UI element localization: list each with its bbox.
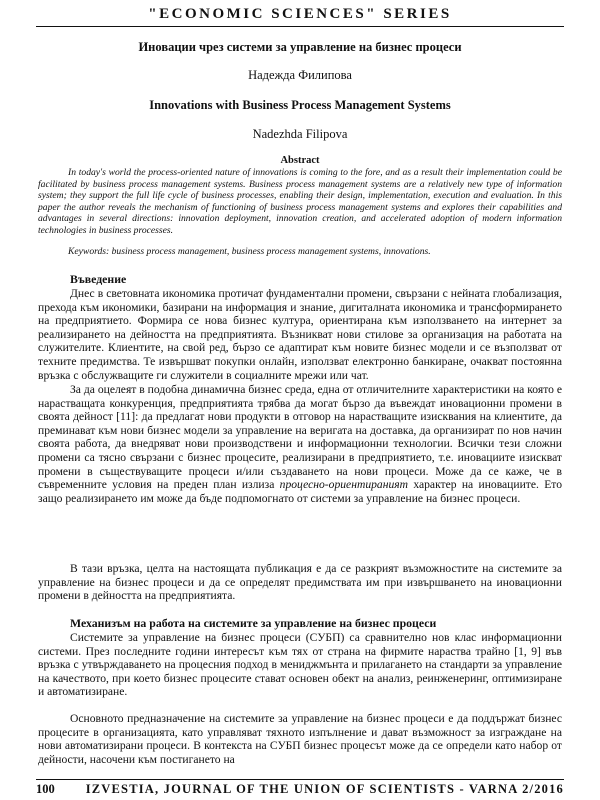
abstract-text: In today's world the process-oriented nature of innovations is coming to the fore, and as a result their implementation could be facilitated by business process management systems. Business process management systems are a relatively new type of information system; they support the full life cycle of business processes, enabling their design, implementation, execution and evaluation. In this paper the author reveals the mechanism of functioning of business process management systems and explores their capabilities and advantages in several directions: innovation deployment, innovation creation, and accelerated adoption of modern information technologies in business processes.: [38, 167, 562, 236]
paragraph-3: В тази връзка, целта на настоящата публикация е да се разкрият възможностите на системите за управление на бизнес процеси и да се определят предимствата им при извършването на иновационни промени в дейността на предприятията.: [38, 562, 562, 603]
keywords: Keywords: business process management, business process management systems, innovations.: [68, 246, 431, 257]
abstract-heading: Abstract: [280, 155, 320, 166]
paragraph-5: Основното предназначение на системите за управление на бизнес процеси е да поддържат бизнес процесите в организацията, като управляват тяхното изпълнение и дават възможност за изграждане на нови автоматизирани процеси. В контекста на СУБП бизнес процесът може да се определи като набор от дейности, насочени към постигането на: [38, 712, 562, 766]
page-number: 100: [36, 782, 55, 796]
series-header: "ECONOMIC SCIENCES" SERIES: [148, 6, 452, 22]
article-title-bg: Иновации чрез системи за управление на бизнес процеси: [138, 40, 462, 54]
paragraph-2-text-a: За да оцелеят в подобна динамична бизнес среда, една от отличителните характеристики на която е нарастващата конкуренция, предприятията трябва да могат бързо да въвеждат иновационни промени в своята дейност [11]: да предлагат нови продукти в отговор на нарастващите изисквания на клиентите, да преминават към нови бизнес модели за управление на веригата на доставка, да организират по нов начин своята работа, да внедряват нови производствени и информационни технологии. Всички тези сложни промени са тясно свързани с бизнес процесите, реализирани в предприятието, т.е. иновациите изискват промени в съществуващите процеси и/или създаването на нови процеси. Може да се каже, че в съвременните условия на преден план излиза: [38, 383, 562, 492]
paragraph-4: Системите за управление на бизнес процеси (СУБП) са сравнително нов клас информационни системи. През последните години интересът към тях от страна на фирмите нараства трайно [1, 9] във връзка с утвърждаването на процесния подход в мениджмънта и прилагането на стандарти за управление на качеството, при което бизнес процесите стават основен обект на анализ, реинженеринг, оптимизиране и автоматизиране.: [38, 631, 562, 699]
section-heading-mechanism: Механизъм на работа на системите за управление на бизнес процеси: [70, 616, 437, 630]
paragraph-2: [38, 383, 562, 505]
author-name-bg: Надежда Филипова: [248, 68, 352, 82]
article-title-en: Innovations with Business Process Management Systems: [149, 98, 451, 112]
section-heading-introduction: Въведение: [70, 272, 127, 286]
footer-rule: [36, 779, 564, 780]
header-rule: [36, 26, 564, 27]
journal-name: IZVESTIA, JOURNAL OF THE UNION OF SCIENTISTS - VARNA 2/2016: [85, 782, 564, 796]
paragraph-2-text-b: характер на иновациите. Ето защо реализирането им може да бъде подпомогнато от системи за управление на бизнес процеси.: [38, 478, 562, 505]
paragraph-2-emphasis: процесно-ориентираният: [279, 478, 409, 492]
paragraph-1: Днес в световната икономика протичат фундаментални промени, свързани с нейната глобализация, прехода към икономики, базирани на информация и знание, дигиталната икономика и трансформирането на предприятието. Формира се нова бизнес култура, ориентирана към използването на интернет за реализирането на дейността на предприятията. Възникват нови стилове за организация на работата на служителите. Клиентите, на свой ред, бързо се адаптират към новите бизнес модели и се възползват от техните предимства. Те извършват покупки онлайн, използват електронно банкиране, очакват постоянна връзка с обслужващите ги служители в социалните мрежи или чат.: [38, 287, 562, 382]
author-name-en: Nadezhda Filipova: [252, 127, 348, 141]
